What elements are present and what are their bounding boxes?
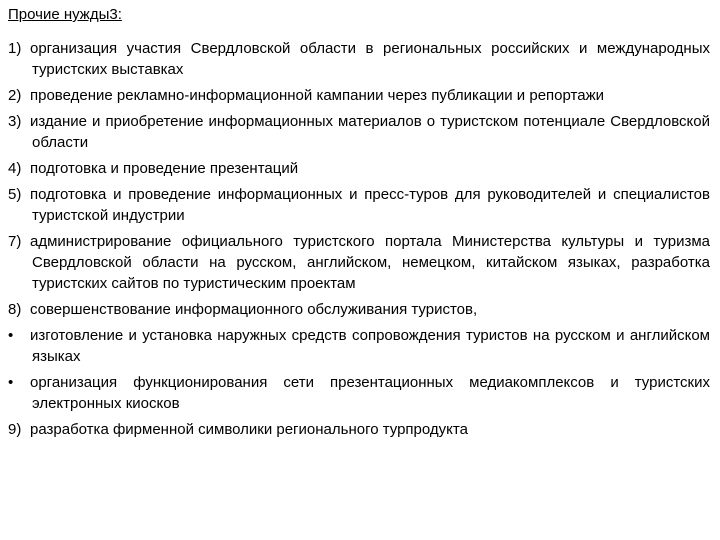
list-item-text: разработка фирменной символики регионального турпродукта	[30, 421, 468, 438]
page-title: Прочие нужды3:	[8, 6, 122, 23]
needs-list	[8, 38, 710, 445]
list-marker: 4)	[8, 160, 22, 177]
list-item-text: издание и приобретение информационных материалов о туристском потенциале Свердловской области	[30, 113, 710, 151]
list-item-text: организация участия Свердловской области в региональных российских и международных туристских выставках	[30, 40, 710, 78]
list-item	[8, 231, 710, 294]
list-item	[8, 299, 710, 320]
list-item-text: изготовление и установка наружных средств сопровождения туристов на русском и английском языках	[30, 327, 710, 365]
list-item-text: подготовка и проведение информационных и пресс-туров для руководителей и специалистов туристской индустрии	[30, 186, 710, 224]
list-item-text: организация функционирования сети презентационных медиакомплексов и туристских электронных киосков	[30, 374, 710, 412]
list-item-text: проведение рекламно-информационной кампании через публикации и репортажи	[30, 87, 604, 104]
list-item	[8, 85, 710, 106]
list-marker: 8)	[8, 301, 22, 318]
bullet-marker: •	[8, 327, 14, 344]
list-item	[8, 419, 710, 440]
list-marker: 7)	[8, 233, 22, 250]
list-item	[8, 372, 710, 414]
list-marker: 9)	[8, 421, 22, 438]
list-item-text: администрирование официального туристского портала Министерства культуры и туризма Свердловской области на русском, английском, немецком, китайском языках, разработка туристских сайтов по туристическим проектам	[30, 233, 710, 292]
list-marker: 3)	[8, 113, 22, 130]
list-marker: 1)	[8, 40, 22, 57]
list-item	[8, 111, 710, 153]
list-item-text: совершенствование информационного обслуживания туристов,	[30, 301, 478, 318]
list-item	[8, 38, 710, 80]
list-item	[8, 184, 710, 226]
list-item-text: подготовка и проведение презентаций	[30, 160, 299, 177]
bullet-marker: •	[8, 374, 14, 391]
list-item	[8, 158, 710, 179]
list-marker: 5)	[8, 186, 22, 203]
list-item	[8, 325, 710, 367]
list-marker: 2)	[8, 87, 22, 104]
